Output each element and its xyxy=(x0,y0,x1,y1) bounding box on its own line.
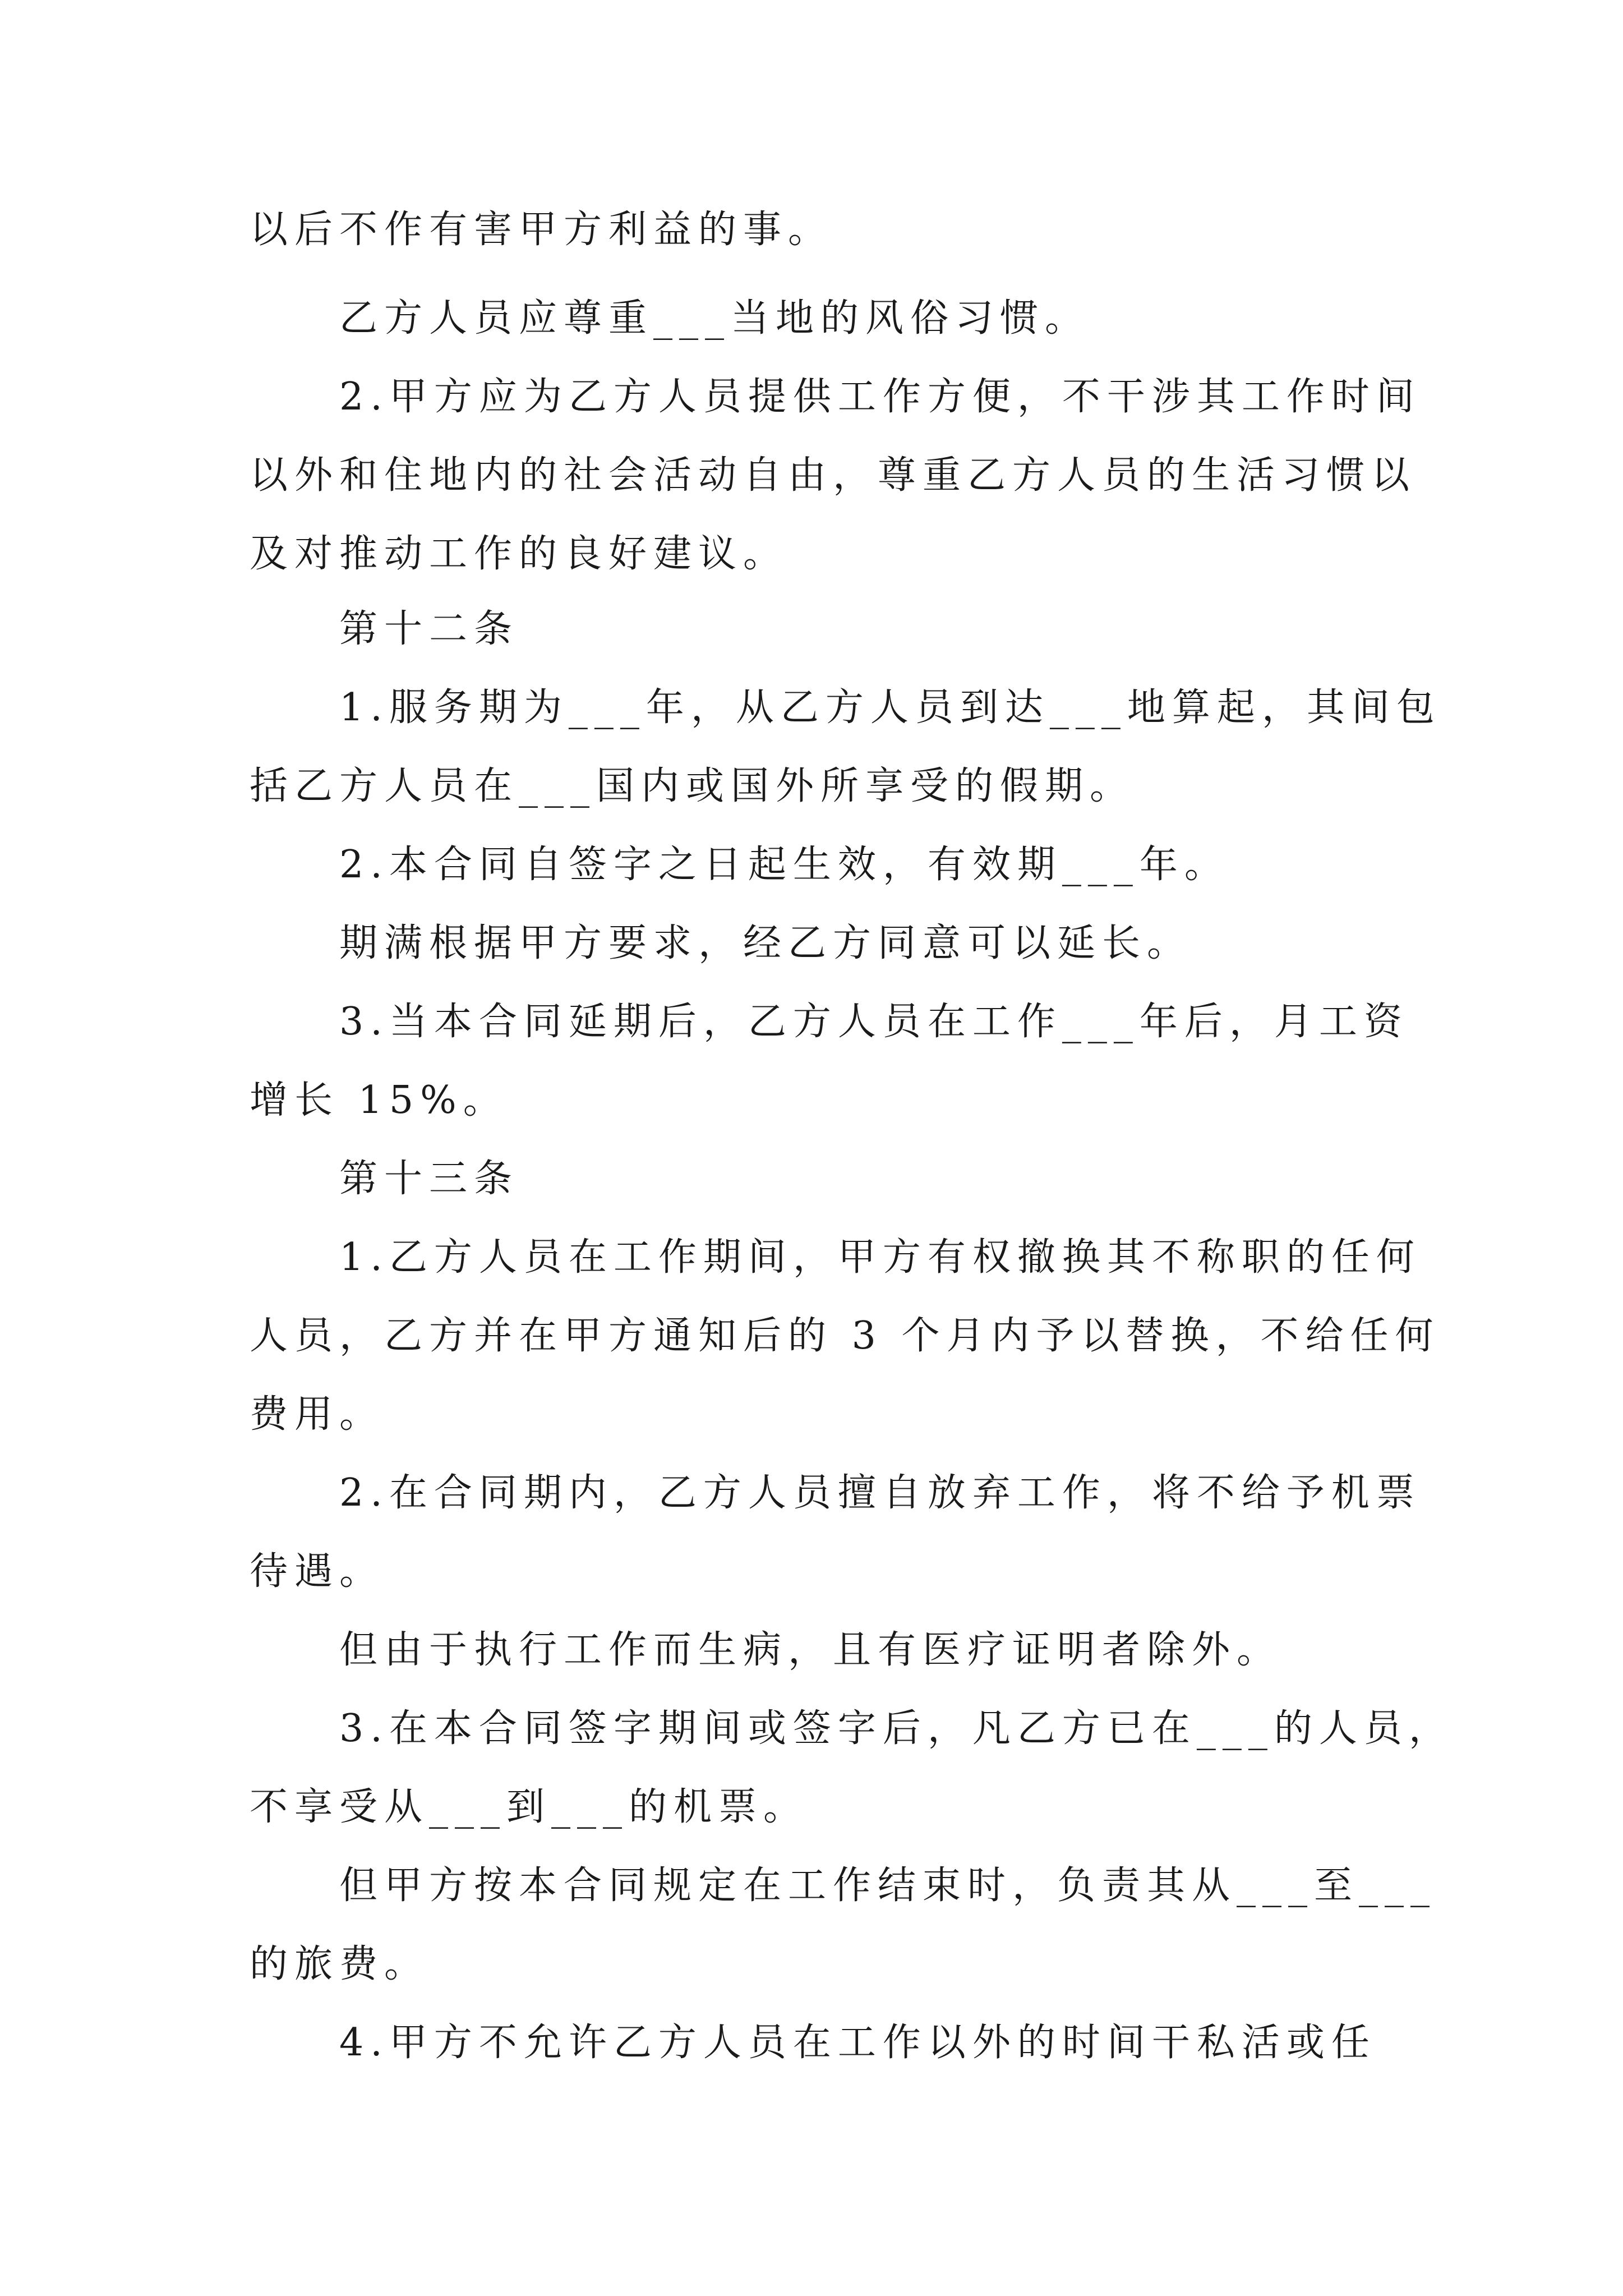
text-line: 人员，乙方并在甲方通知后的 3 个月内予以替换，不给任何 xyxy=(250,1314,1440,1358)
text-line: 4.甲方不允许乙方人员在工作以外的时间干私活或任 xyxy=(339,2021,1376,2065)
text-line: 以后不作有害甲方利益的事。 xyxy=(250,208,833,252)
text-line: 2.在合同期内，乙方人员擅自放弃工作，将不给予机票 xyxy=(339,1471,1421,1515)
text-line: 待遇。 xyxy=(250,1549,385,1594)
text-line: 及对推动工作的良好建议。 xyxy=(250,532,789,576)
text-line: 2.甲方应为乙方人员提供工作方便，不干涉其工作时间 xyxy=(339,375,1421,419)
text-line: 括乙方人员在___国内或国外所享受的假期。 xyxy=(250,764,1135,808)
text-line: 费用。 xyxy=(250,1392,385,1437)
text-line: 但甲方按本合同规定在工作结束时，负责其从___至___ xyxy=(339,1864,1437,1908)
text-line: 增长 15%。 xyxy=(250,1078,508,1122)
text-line: 的旅费。 xyxy=(250,1942,430,1986)
text-line: 期满根据甲方要求，经乙方同意可以延长。 xyxy=(339,921,1192,965)
section-heading: 第十三条 xyxy=(339,1157,519,1201)
text-line: 1.乙方人员在工作期间，甲方有权撤换其不称职的任何 xyxy=(339,1235,1421,1280)
text-line: 以外和住地内的社会活动自由，尊重乙方人员的生活习惯以 xyxy=(250,453,1417,498)
text-line: 不享受从___到___的机票。 xyxy=(250,1785,809,1829)
text-line: 但由于执行工作而生病，且有医疗证明者除外。 xyxy=(339,1628,1282,1672)
text-line: 2.本合同自签字之日起生效，有效期___年。 xyxy=(339,843,1229,887)
text-line: 乙方人员应尊重___当地的风俗习惯。 xyxy=(339,296,1090,341)
text-line: 3.在本合同签字期间或签字后，凡乙方已在___的人员， xyxy=(339,1706,1454,1751)
text-line: 1.服务期为___年，从乙方人员到达___地算起，其间包 xyxy=(339,685,1441,730)
text-line: 3.当本合同延期后，乙方人员在工作___年后，月工资 xyxy=(339,1000,1409,1044)
section-heading: 第十二条 xyxy=(339,607,519,651)
